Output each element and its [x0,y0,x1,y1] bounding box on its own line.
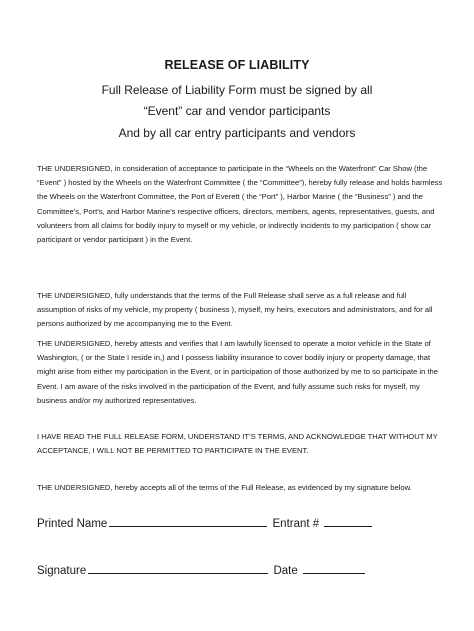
paragraph-acknowledgement: I HAVE READ THE FULL RELEASE FORM, UNDERSTAND IT’S TERMS, AND ACKNOWLEDGE THAT WITHOUT MY ACCEPTANCE, I WILL NOT BE PERMITTED TO PARTICIPATE IN THE EVENT. [37,432,438,456]
paragraph-release-clause: THE UNDERSIGNED, in consideration of acceptance to participate in the “Wheels on the Waterfront” Car Show (the “Event” ) hosted by the Wheels on the Waterfront Committee ( the “Committee”), hereby fully release and holds harmless the Wheels on the Waterfront Committee, the Port of Everett ( the “Port” ), Harbor Marine ( the “Business” ) and the Committee’s, Port’s, and Harbor Marine’s respective officers, directors, members, agents, representatives, guests, and volunteers from all claims for bodily injury to myself or my vehicle, or indirectly incidents to my participation ( show car participant or vendor participant ) in the Event. [37,164,443,245]
paragraph-acceptance: THE UNDERSIGNED, hereby accepts all of the terms of the Full Release, as evidenced by my signature below. [37,483,412,492]
date-field[interactable] [303,563,365,574]
date-label: Date [273,565,298,577]
entrant-label: Entrant # [272,518,320,530]
paragraph-license-insurance: THE UNDERSIGNED, hereby attests and verifies that I am lawfully licensed to operate a motor vehicle in the State of Washington, ( or the State I reside in,) and I possess liability insurance to cover bodily injury or property damage, that might arise from either my participation in the Event, or in participation of those authorized by me to so participate in the Event. I am aware of the risks involved in the participation of the Event, and fully assume such risks for myself, my business and/or my authorized representatives. [37,339,438,405]
subtitle-line-3: And by all car entry participants and vendors [118,126,356,140]
signature-field[interactable] [88,563,268,574]
signature-label: Signature [37,565,87,577]
paragraph-assumption-of-risk: THE UNDERSIGNED, fully understands that the terms of the Full Release shall serve as a full release and full assumption of risks of my vehicle, my property ( business ), myself, my heirs, executors and administrators, and for all persons authorized by me accompanying me to the Event. [37,291,433,329]
entrant-number-field[interactable] [324,516,372,527]
document-title: RELEASE OF LIABILITY [164,58,310,72]
subtitle-line-1: Full Release of Liability Form must be signed by all [101,83,373,97]
subtitle-line-2: “Event” car and vendor participants [143,104,331,118]
signature-row [37,563,437,577]
printed-name-label: Printed Name [37,518,108,530]
printed-name-field[interactable] [109,516,267,527]
printed-name-row [37,516,437,530]
